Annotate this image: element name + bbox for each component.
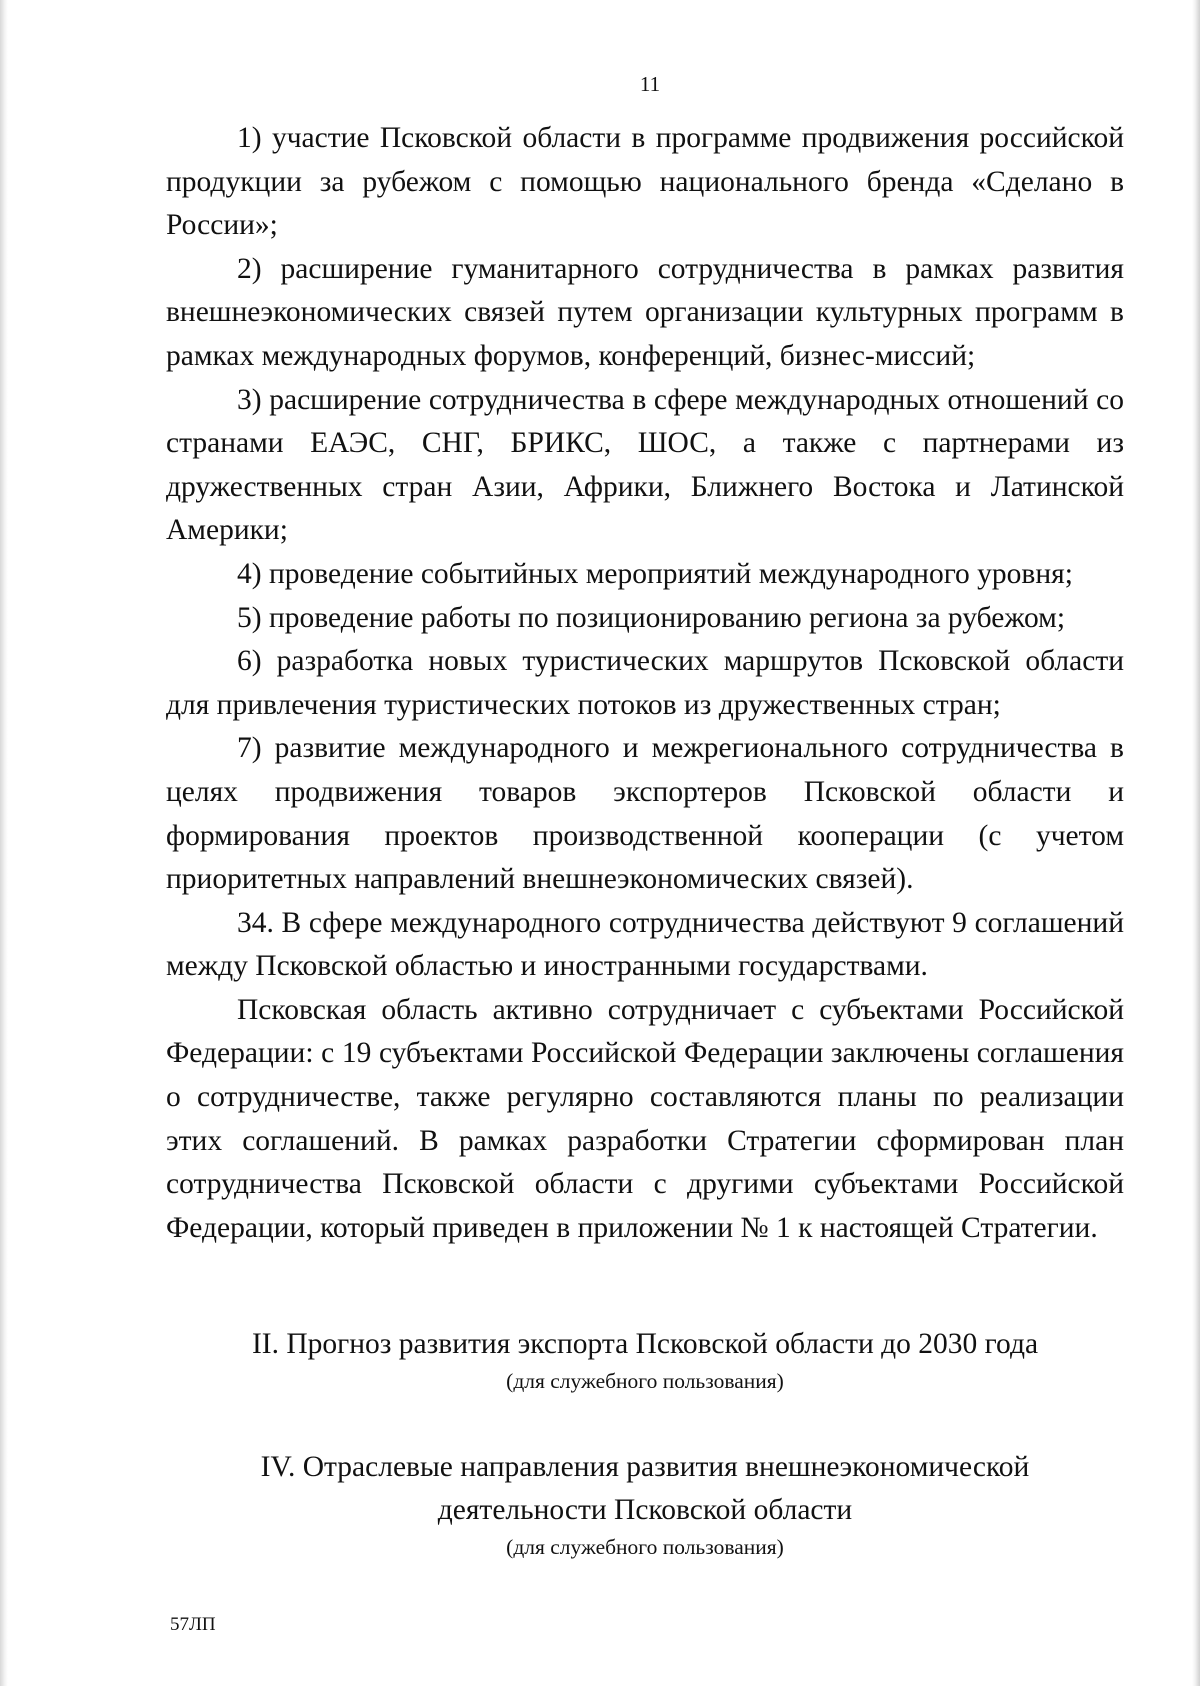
section-sector-directions-title-line2: деятельности Псковской области <box>437 1494 853 1526</box>
paragraph-item-2: 2) расширение гуманитарного сотрудничества в рамках развития внешнеэкономических связей путем организации культурных программ в рамках международных форумов, конференций, бизнес-миссий; <box>166 252 1124 372</box>
scan-edge-right <box>1192 0 1200 1686</box>
section-export-forecast-note: (для служебного пользования) <box>506 1369 784 1393</box>
paragraph-item-4: 4) проведение событийных мероприятий международного уровня; <box>237 557 1073 590</box>
paragraph-item-1: 1) участие Псковской области в программе продвижения российской продукции за рубежом с помощью национального бренда «Сделано в России»; <box>166 122 1124 242</box>
paragraph-item-3: 3) расширение сотрудничества в сфере международных отношений со странами ЕАЭС, СНГ, БРИКС, ШОС, а также с партнерами из дружественных стран Азии, Африки, Ближнего Востока и Латинской Америки; <box>166 383 1124 547</box>
document-code: 57ЛП <box>170 1614 216 1635</box>
section-export-forecast <box>166 1323 1124 1396</box>
paragraph-item-6: 6) разработка новых туристических маршрутов Псковской области для привлечения туристических потоков из дружественных стран; <box>166 645 1124 721</box>
paragraph-regional-cooperation: Псковская область активно сотрудничает с субъектами Российской Федерации: с 19 субъектами Российской Федерации заключены соглашения о сотрудничестве, также регулярно составляются планы по реализации этих соглашений. В рамках разработки Стратегии сформирован план сотрудничества Псковской области с другими субъектами Российской Федерации, который приведен в приложении № 1 к настоящей Стратегии. <box>166 993 1124 1244</box>
section-sector-directions-title-line1: IV. Отраслевые направления развития внешнеэкономической <box>260 1451 1030 1483</box>
page-number: 11 <box>639 72 661 96</box>
paragraph-item-5: 5) проведение работы по позиционированию региона за рубежом; <box>237 601 1066 634</box>
paragraph-item-7: 7) развитие международного и межрегионального сотрудничества в целях продвижения товаров экспортеров Псковской области и формирования проектов производственной кооперации (с учетом приоритетных направлений внешнеэкономических связей). <box>166 732 1124 896</box>
paragraph-clause-34: 34. В сфере международного сотрудничества действуют 9 соглашений между Псковской областью и иностранными государствами. <box>166 906 1124 983</box>
section-sector-directions <box>166 1446 1124 1562</box>
scan-edge-left <box>0 0 8 1686</box>
section-export-forecast-title: II. Прогноз развития экспорта Псковской области до 2030 года <box>251 1328 1039 1360</box>
section-sector-directions-note: (для служебного пользования) <box>506 1535 784 1559</box>
document-body <box>166 117 1124 1250</box>
